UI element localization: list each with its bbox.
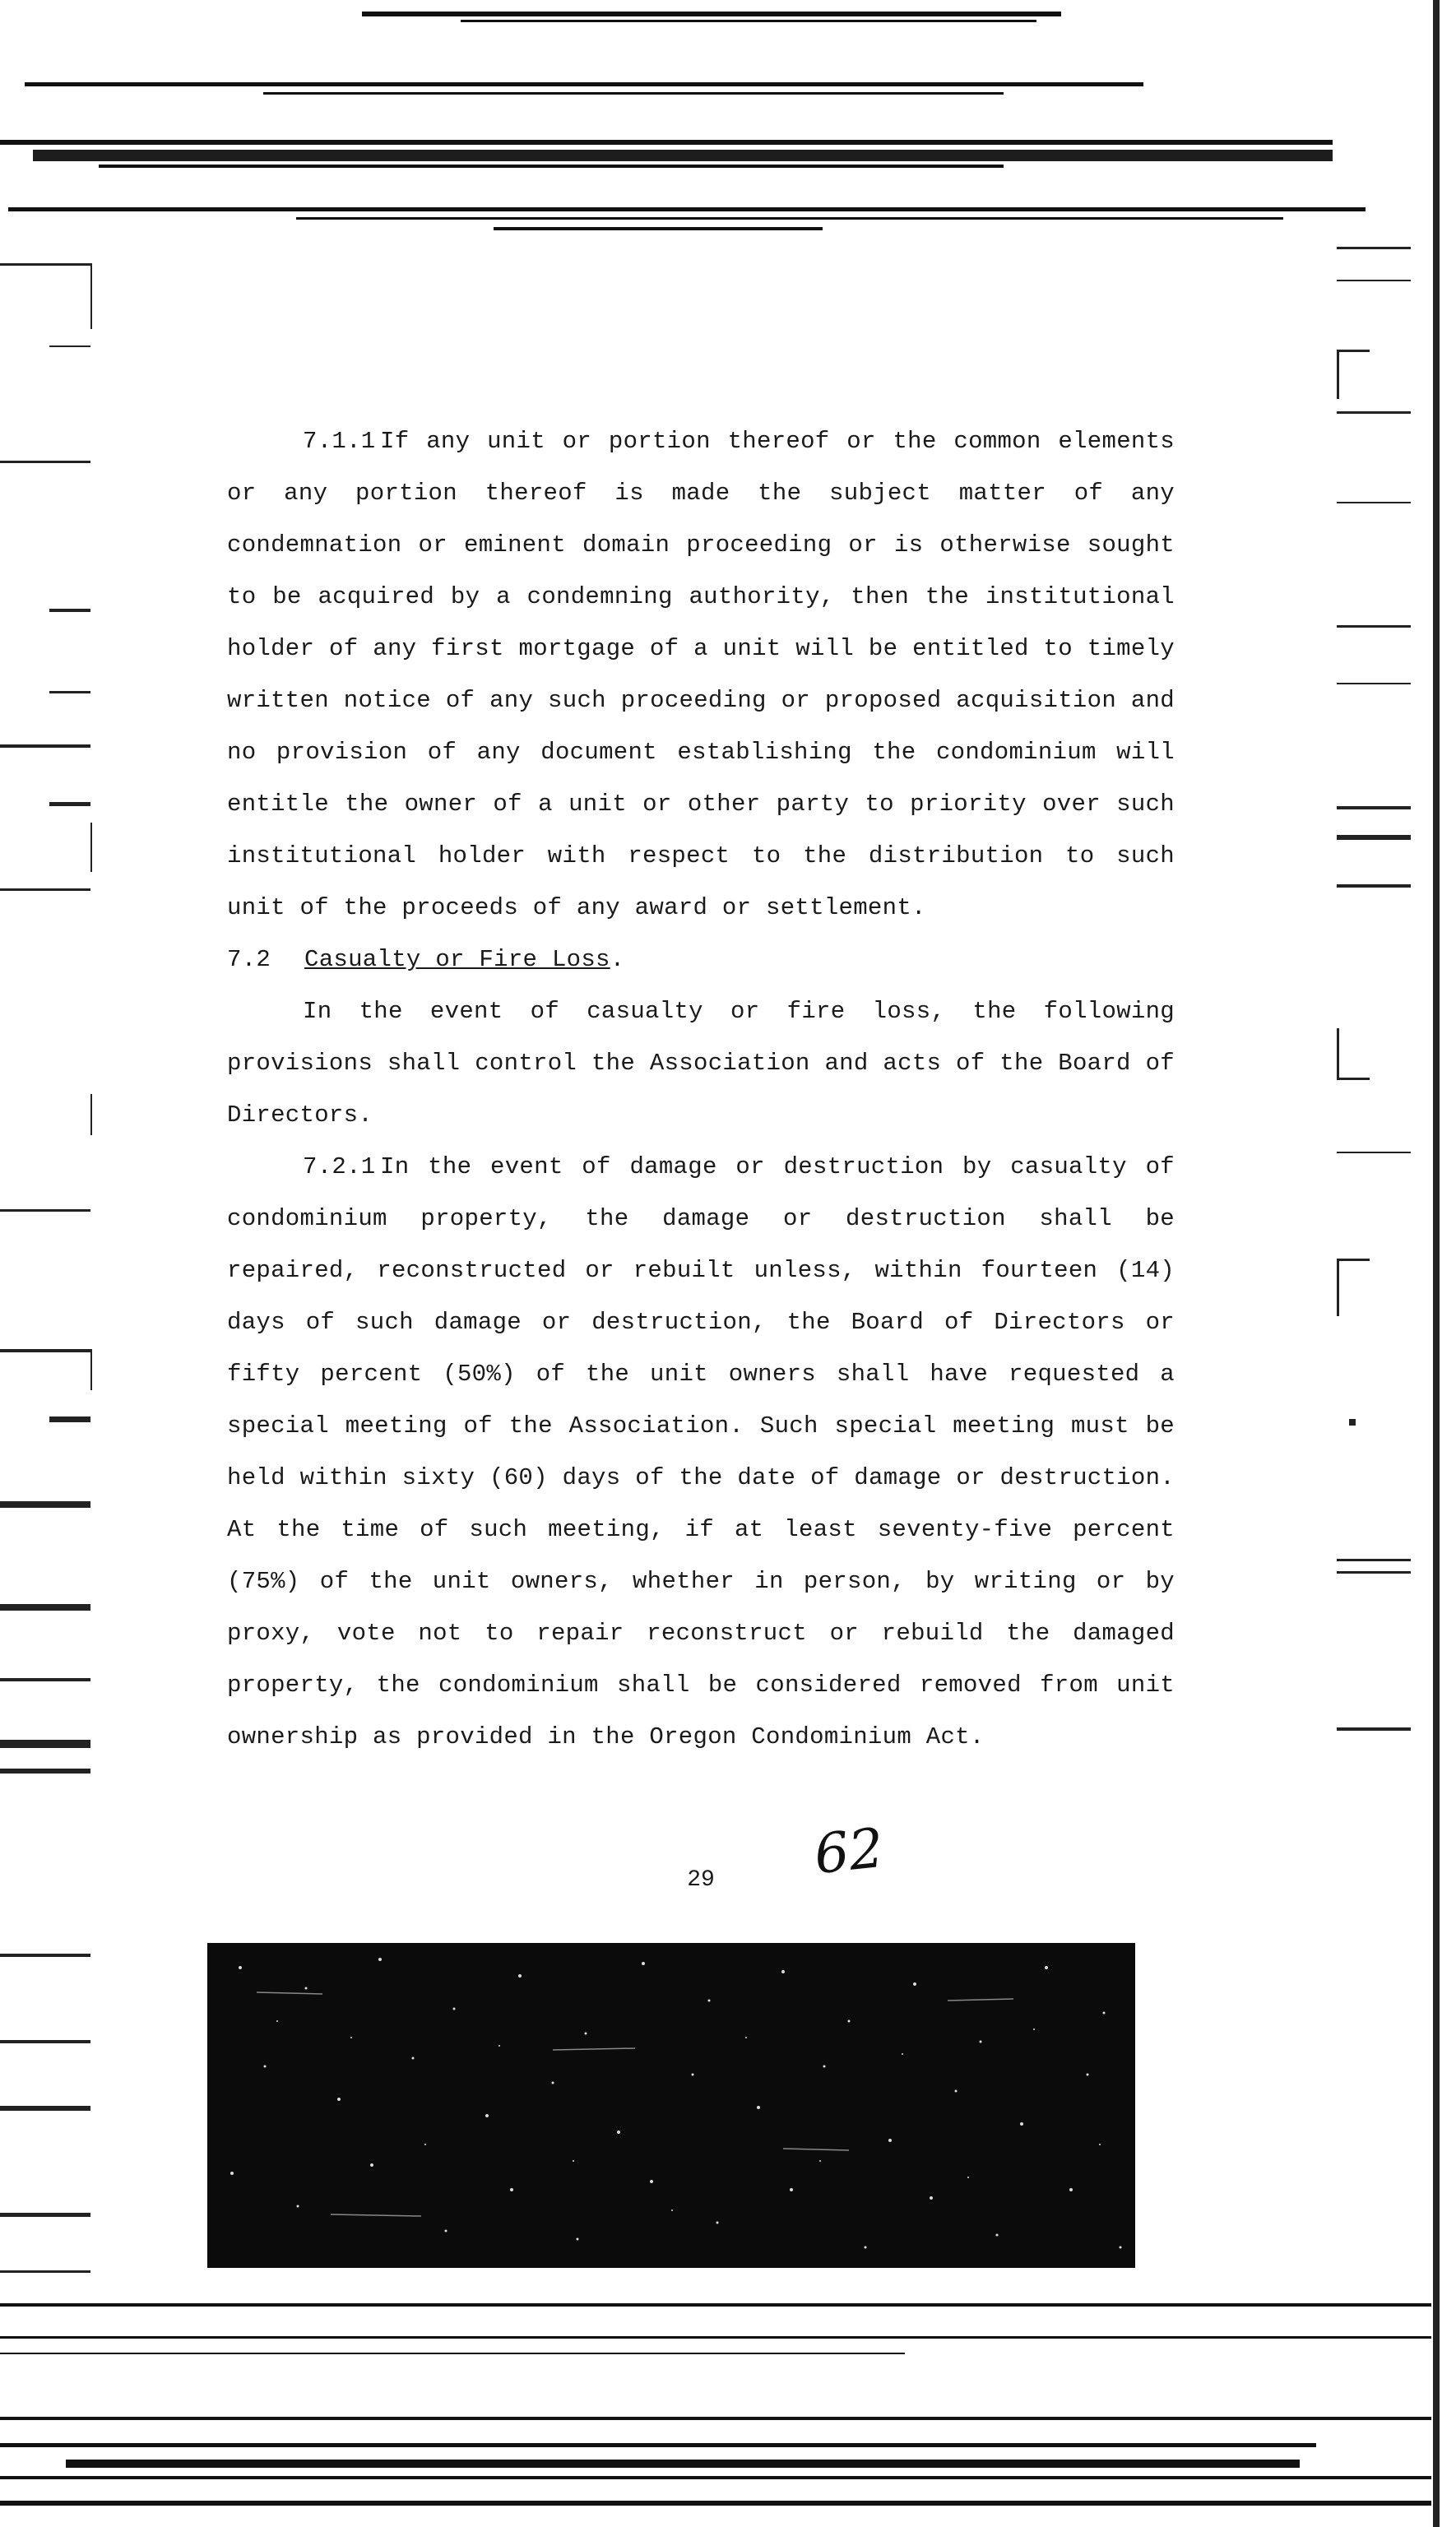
handwritten-page-number: 62 xyxy=(811,1815,887,1887)
paragraph-7-2-intro xyxy=(227,985,1175,1141)
section-heading-7-2 xyxy=(227,934,1175,985)
dark-scan-noise-block xyxy=(207,1943,1135,2268)
paragraph-text: If any unit or portion thereof or the common elements or any portion thereof is made the subject matter of any condemnation or eminent domain proceeding or is otherwise sought to be acquired by a condemning authority, then the institutional holder of any first mortgage of a unit will be entitled to timely written notice of any such proceeding or proposed acquisition and no provision of any document establishing the condominium will entitle the owner of a unit or other party to priority over such institutional holder with respect to the distribution to such unit of the proceeds of any award or settlement. xyxy=(227,428,1175,921)
section-number: 7.2.1 xyxy=(303,1153,376,1180)
paragraph-7-2-1 xyxy=(227,1141,1175,1763)
paragraph-7-1-1 xyxy=(227,415,1175,934)
page-number: 29 xyxy=(687,1867,715,1893)
body-text xyxy=(227,415,1175,1763)
section-number: 7.2 xyxy=(227,946,271,973)
section-number: 7.1.1 xyxy=(303,428,376,455)
paragraph-text: In the event of casualty or fire loss, the following provisions shall control the Association and acts of the Board of Directors. xyxy=(227,998,1175,1129)
paragraph-text: In the event of damage or destruction by casualty of condominium property, the damage or destruction shall be repaired, reconstructed or rebuilt unless, within fourteen (14) days of such damage or destruction, the Board of Directors or fifty percent (50%) of the unit owners shall have requested a special meeting of the Association. Such special meeting must be held within sixty (60) days of the date of damage or destruction. At the time of such meeting, if at least seventy-five percent (75%) of the unit owners, whether in person, by writing or by proxy, vote not to repair reconstruct or rebuild the damaged property, the condominium shall be considered removed from unit ownership as provided in the Oregon Condominium Act. xyxy=(227,1153,1175,1750)
title-period: . xyxy=(610,946,625,973)
section-title: Casualty or Fire Loss xyxy=(304,946,610,973)
